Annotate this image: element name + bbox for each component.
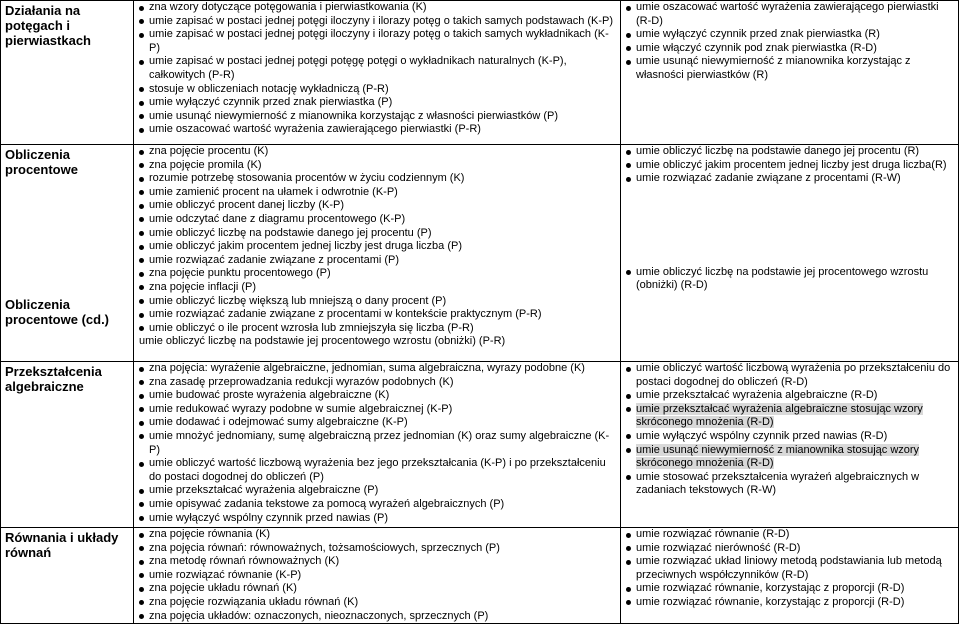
extended-requirements-cell [621, 528, 959, 624]
topic-title: Równania i układy równań [5, 530, 119, 560]
list-item: umie rozwiązać równanie, korzystając z proporcji (R-D) [626, 582, 955, 596]
list-item: umie rozwiązać zadanie związane z procentami (R-W) [626, 172, 955, 186]
table-row [1, 145, 959, 362]
topic-title: Działania na potęgach i pierwiastkach [5, 3, 91, 48]
list-item: umie obliczyć jakim procentem jednej liczby jest druga liczba (P) [139, 240, 617, 254]
list-item: umie rozwiązać równanie (R-D) [626, 528, 955, 542]
list-item: umie obliczyć procent danej liczby (K-P) [139, 199, 617, 213]
list-item: umie oszacować wartość wyrażenia zawierającego pierwiastki (P-R) [139, 123, 617, 137]
basic-requirements-cell [134, 362, 621, 528]
topic-title: Obliczenia procentowe [5, 147, 78, 177]
list-item: umie wyłączyć wspólny czynnik przed nawias (P) [139, 512, 617, 526]
list-item: umie usunąć niewymierność z mianownika korzystając z własności pierwiastków (R) [626, 55, 955, 82]
list-item: umie obliczyć liczbę na podstawie jej procentowego wzrostu (obniżki) (P-R) [139, 335, 506, 348]
list-item [626, 444, 955, 471]
list-item: zna pojęcia układów: oznaczonych, nieoznaczonych, sprzecznych (P) [139, 610, 617, 624]
list-item: umie zapisać w postaci jednej potęgi potęgę potęgi o wykładnikach naturalnych (K-P), całkowitych (P-R) [139, 55, 617, 82]
list-item-text: umie obliczyć wartość liczbową wyrażenia po przekształceniu do postaci dogodnej do obliczeń (R-D) [636, 362, 951, 388]
list-item: umie zapisać w postaci jednej potęgi iloczyny i ilorazy potęg o takich samych podstawach (K-P) [139, 15, 617, 29]
list-item [626, 430, 955, 444]
list-item: umie wyłączyć czynnik przed znak pierwiastka (R) [626, 28, 955, 42]
list-item: umie odczytać dane z diagramu procentowego (K-P) [139, 213, 617, 227]
list-item: umie budować proste wyrażenia algebraiczne (K) [139, 389, 617, 403]
list-item-text: umie stosować przekształcenia wyrażeń algebraicznych w zadaniach tekstowych (R-W) [636, 470, 920, 497]
extended-requirements-cell [621, 1, 959, 145]
list-item: umie mnożyć jednomiany, sumę algebraiczną przez jednomian (K) oraz sumy algebraiczne (K-P) [139, 430, 617, 457]
list-item: zna pojęcie promila (K) [139, 159, 617, 173]
list-item: umie rozwiązać zadanie związane z procentami (P) [139, 254, 617, 268]
list-item: umie rozwiązać nierówność (R-D) [626, 542, 955, 556]
list-item: zna metodę równań równoważnych (K) [139, 555, 617, 569]
list-item: umie rozwiązać układ liniowy metodą podstawiania lub metodą przeciwnych współczynników (R-D) [626, 555, 955, 582]
topic-cell [1, 145, 134, 362]
list-item: umie zamienić procent na ułamek i odwrotnie (K-P) [139, 186, 617, 200]
list-item: stosuje w obliczeniach notację wykładniczą (P-R) [139, 83, 617, 97]
list-item: zna pojęcia równań: równoważnych, tożsamościowych, sprzecznych (P) [139, 542, 617, 556]
topic-cell [1, 362, 134, 528]
list-item: zna pojęcia: wyrażenie algebraiczne, jednomian, suma algebraiczna, wyrazy podobne (K) [139, 362, 617, 376]
list-item: zna pojęcie rozwiązania układu równań (K) [139, 596, 617, 610]
extended-requirements-cell [621, 145, 959, 362]
list-item: umie rozwiązać równanie, korzystając z proporcji (R-D) [626, 596, 955, 610]
list-item: umie rozwiązać zadanie związane z procentami w kontekście praktycznym (P-R) [139, 308, 617, 322]
topic-title-continued: Obliczenia procentowe (cd.) [5, 297, 110, 327]
list-item: umie obliczyć o ile procent wzrosła lub zmniejszyła się liczba (P-R) [139, 322, 617, 336]
topic-cell [1, 1, 134, 145]
list-item: zna zasadę przeprowadzania redukcji wyrazów podobnych (K) [139, 376, 617, 390]
list-item: umie obliczyć liczbę na podstawie jej procentowego wzrostu (obniżki) (R-D) [626, 266, 955, 293]
list-item: zna pojęcie układu równań (K) [139, 582, 617, 596]
highlighted-text: umie przekształcać wyrażenia algebraiczne stosując wzory skróconego mnożenia (R-D) [636, 402, 923, 429]
list-item: rozumie potrzebę stosowania procentów w życiu codziennym (K) [139, 172, 617, 186]
list-item: zna pojęcie punktu procentowego (P) [139, 267, 617, 281]
list-item [626, 389, 955, 403]
list-item [626, 471, 955, 498]
list-item: umie redukować wyrazy podobne w sumie algebraicznej (K-P) [139, 403, 617, 417]
list-item: zna wzory dotyczące potęgowania i pierwiastkowania (K) [139, 1, 617, 15]
list-item [626, 362, 955, 389]
list-item: umie wyłączyć czynnik przed znak pierwiastka (P) [139, 96, 617, 110]
list-item: umie obliczyć liczbę większą lub mniejszą o dany procent (P) [139, 295, 617, 309]
list-item: umie zapisać w postaci jednej potęgi iloczyny i ilorazy potęg o takich samych wykładnikach (K-P) [139, 28, 617, 55]
list-item: zna pojęcie procentu (K) [139, 145, 617, 159]
list-item: umie usunąć niewymierność z mianownika korzystając z własności pierwiastków (P) [139, 110, 617, 124]
basic-requirements-cell [134, 528, 621, 624]
topic-cell [1, 528, 134, 624]
list-item: umie dodawać i odejmować sumy algebraiczne (K-P) [139, 416, 617, 430]
list-item-text: umie wyłączyć wspólny czynnik przed nawias (R-D) [636, 429, 888, 442]
table-row [1, 528, 959, 624]
list-item: umie oszacować wartość wyrażenia zawierającego pierwiastki (R-D) [626, 1, 955, 28]
list-item: umie obliczyć wartość liczbową wyrażenia bez jego przekształcania (K-P) i po przekształceniu do postaci dogodnej do obliczeń (P) [139, 457, 617, 484]
list-item: umie przekształcać wyrażenia algebraiczne (P) [139, 484, 617, 498]
basic-requirements-cell [134, 1, 621, 145]
highlighted-text: umie usunąć niewymierność z mianownika stosując wzory skróconego mnożenia (R-D) [636, 443, 920, 470]
topic-title: Przekształcenia algebraiczne [5, 364, 102, 394]
list-item: umie opisywać zadania tekstowe za pomocą wyrażeń algebraicznych (P) [139, 498, 617, 512]
list-item: umie obliczyć jakim procentem jednej liczby jest druga liczba(R) [626, 159, 955, 173]
list-item: umie rozwiązać równanie (K-P) [139, 569, 617, 583]
list-item-text: umie przekształcać wyrażenia algebraiczne (R-D) [636, 389, 878, 402]
basic-requirements-cell [134, 145, 621, 362]
table-row [1, 362, 959, 528]
list-item: zna pojęcie inflacji (P) [139, 281, 617, 295]
extended-requirements-cell [621, 362, 959, 528]
list-item: umie włączyć czynnik pod znak pierwiastka (R-D) [626, 42, 955, 56]
list-item: umie obliczyć liczbę na podstawie danego jej procentu (P) [139, 227, 617, 241]
list-item: umie obliczyć liczbę na podstawie danego jej procentu (R) [626, 145, 955, 159]
list-item: zna pojęcie równania (K) [139, 528, 617, 542]
table-row [1, 1, 959, 145]
list-item [626, 403, 955, 430]
